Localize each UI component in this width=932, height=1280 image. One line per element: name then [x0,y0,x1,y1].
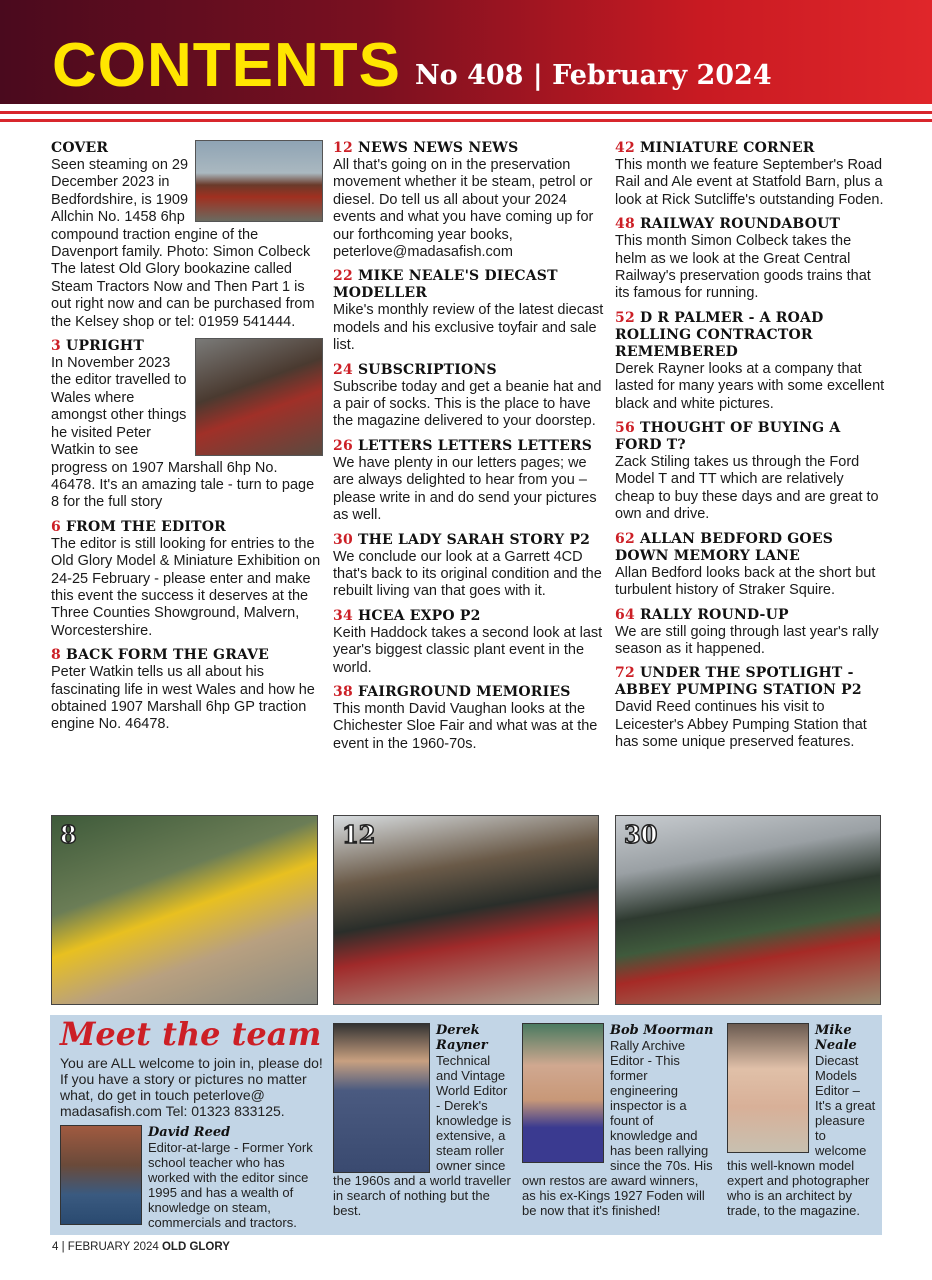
photo-traction-engine [615,815,881,1005]
photo-page-number: 12 [342,820,376,849]
item-description: This month we feature September's Road Rail and Ale event at Statfold Barn, plus a look at Rick Sutcliffe's outstanding Foden. [615,157,884,208]
item-title: HCEA EXPO P2 [357,607,481,624]
item-title: NEWS NEWS NEWS [357,140,519,156]
item-description: We conclude our look at a Garrett 4CD that's back to its original condition and the rebuilt living van that goes with it. [333,548,602,600]
item-heading [615,531,885,565]
contents-column-3 [615,140,885,759]
item-heading [615,216,885,233]
item-page-number: 34 [333,607,353,624]
item-heading [51,647,323,664]
contents-column-1 [51,140,323,741]
item-description: In November 2023 the editor travelled to Wales where amongst other things he visited Peter Watkin to see progress on 1907 Marshall 6hp No. 46478. It's an amazing tale - turn to page 8 for the full story [51,355,315,511]
contents-item [333,684,605,753]
contents-item [615,531,885,600]
item-description: This month Simon Colbeck takes the helm as we look at the Great Central Railway's preservation goods trains that its famous for running. [615,233,871,302]
item-heading [333,532,605,549]
divider [0,111,932,114]
item-page-number: 62 [615,530,635,547]
member-name: Derek Rayner [436,1023,488,1053]
item-title: D R PALMER - A ROAD ROLLING CONTRACTOR REMEMBERED [615,309,824,360]
avatar-bob-moorman [522,1023,604,1163]
member-bio: Editor-at-large - Former York school teacher who has worked with the editor since 1995 and has a wealth of knowledge on steam, commercials and tractors. [148,1140,313,1230]
item-description: We have plenty in our letters pages; we are always delighted to hear from you – please write in and do send your pictures as well. [333,454,597,524]
page-title: CONTENTS [52,31,401,100]
member-name: Mike Neale [815,1023,857,1053]
contents-item [615,216,885,303]
photo-page-number: 30 [624,820,658,849]
item-title: THOUGHT OF BUYING A FORD T? [615,420,841,454]
contents-item [615,310,885,413]
item-page-number: 22 [333,268,353,285]
item-page-number: 24 [333,361,353,378]
contents-item [51,519,323,640]
item-description: David Reed continues his visit to Leicester's Abbey Pumping Station that has some unique preserved features. [615,699,867,751]
item-title: ALLAN BEDFORD GOES DOWN MEMORY LANE [615,530,834,564]
footer-date: FEBRUARY 2024 [67,1241,159,1253]
item-page-number: 30 [333,531,353,548]
divider [0,119,932,122]
member-bio: Diecast Models Editor – It's a great pleasure to welcome this well-known model expert and photographer who is an architect by trade, to the magazine. [727,1053,876,1218]
item-title: MINIATURE CORNER [639,140,815,156]
item-heading [333,438,605,455]
item-description: Seen steaming on 29 December 2023 in Bedfordshire, is 1909 Allchin No. 1458 6hp compound traction engine of the Davenport family. Photo: Simon Colbeck The latest Old Glory bookazine called Steam Tractors Now and Then Part 1 is out right now and can be purchased from the Kelsey shop or tel: 01959 541444. [51,157,315,330]
photo-showmans-engine [333,815,599,1005]
meet-the-team-box [50,1015,882,1235]
item-heading [615,665,885,699]
team-title: Meet the team [60,1015,322,1053]
contents-item [51,140,323,331]
item-description: The editor is still looking for entries to the Old Glory Model & Miniature Exhibition on 24-25 February - please enter and make this event the success it deserves at the Three Counties Showground, Malvern, Worcestershire. [51,535,321,639]
team-member-bob-moorman [522,1023,714,1218]
page-footer: 4 | FEBRUARY 2024 OLD GLORY [52,1241,230,1253]
contents-item [51,647,323,734]
footer-magazine: OLD GLORY [161,1241,230,1253]
avatar-david-reed [60,1125,142,1225]
contents-column-2 [333,140,605,760]
contents-item [615,140,885,209]
contents-item [615,665,885,751]
item-page-number: 12 [333,140,353,156]
contents-item [333,268,605,354]
member-bio: Technical and Vintage World Editor - Derek's knowledge is extensive, a steam roller owner since the 1960s and a world traveller in search of nothing but the best. [333,1053,512,1218]
member-bio: Rally Archive Editor - This former engineering inspector is a fount of knowledge and has been rallying since the 70s. His own restos are award winners, as his ex-Kings 1927 Foden will be now that it's finished! [522,1038,713,1218]
member-name: David Reed [148,1125,231,1140]
team-intro: You are ALL welcome to join in, please do! If you have a story or pictures no matter what, do get in touch peterlove@ madasafish.com Tel: 01323 833125. [60,1055,323,1119]
item-title: MIKE NEALE'S DIECAST MODELLER [333,268,558,302]
avatar-derek-rayner [333,1023,430,1173]
issue-info: No 408 | February 2024 [415,60,772,91]
item-title: LETTERS LETTERS LETTERS [357,437,593,454]
photo-page-number: 8 [60,820,77,849]
item-title: FAIRGROUND MEMORIES [357,683,571,700]
item-heading [615,420,885,454]
item-heading [333,362,605,379]
contents-item [333,608,605,677]
contents-item [333,532,605,601]
item-title: SUBSCRIPTIONS [357,361,497,378]
header-banner [0,0,932,104]
item-title: RAILWAY ROUNDABOUT [639,216,841,233]
item-description: All that's going on in the preservation movement whether it be steam, petrol or diesel. Do tell us all about your 2024 events and what you have coming up for our forthcoming year books, peterlove@madasafish.com [333,157,594,261]
item-title: UPRIGHT [66,338,144,355]
contents-item [51,338,323,512]
item-description: Mike's monthly review of the latest diecast models and his exclusive toyfair and sale list. [333,302,604,354]
team-member-derek-rayner [333,1023,513,1218]
contents-item [333,438,605,525]
item-heading [615,310,885,361]
item-heading [615,140,885,157]
item-description: Derek Rayner looks at a company that lasted for many years with some excellent black and white pictures. [615,360,885,412]
item-heading [51,519,323,536]
item-page-number: 6 [51,518,61,535]
item-description: Peter Watkin tells us all about his fascinating life in west Wales and how he obtained 1907 Marshall 6hp GP traction engine No. 46478. [51,664,315,733]
item-title: UNDER THE SPOTLIGHT - ABBEY PUMPING STATION P2 [615,665,862,699]
team-member-david-reed [60,1125,325,1230]
item-heading [333,684,605,701]
photo-excavator [51,815,318,1005]
item-title: COVER [51,140,109,156]
item-page-number: 42 [615,140,635,156]
item-heading [333,140,605,157]
cover-photo [195,140,323,222]
page-number: 4 [52,1241,59,1253]
item-page-number: 56 [615,420,635,437]
item-page-number: 26 [333,437,353,454]
item-title: BACK FORM THE GRAVE [66,647,270,664]
item-description: Subscribe today and get a beanie hat and a pair of socks. This is the place to have the magazine delivered to your doorstep. [333,378,602,430]
item-page-number: 48 [615,216,635,233]
item-description: Zack Stiling takes us through the Ford Model T and TT which are relatively cheap to buy these days and are great to own and drive. [615,454,879,523]
team-member-mike-neale [727,1023,877,1218]
avatar-mike-neale [727,1023,809,1153]
item-page-number: 3 [51,338,61,355]
contents-item [615,420,885,524]
item-page-number: 64 [615,606,635,623]
item-heading [615,607,885,624]
item-heading [333,268,605,302]
item-heading [333,608,605,625]
contents-item [333,140,605,261]
item-description: Keith Haddock takes a second look at last year's biggest classic plant event in the world. [333,624,603,676]
item-page-number: 72 [615,665,635,682]
item-description: Allan Bedford looks back at the short but turbulent history of Straker Squire. [615,564,876,599]
item-page-number: 38 [333,683,353,700]
contents-item [615,607,885,659]
item-title: RALLY ROUND-UP [639,606,789,623]
contents-item [333,362,605,431]
item-title: FROM THE EDITOR [66,518,226,535]
item-description: This month David Vaughan looks at the Chichester Sloe Fair and what was at the event in the 1960-70s. [333,700,598,752]
item-title: THE LADY SARAH STORY P2 [357,531,591,548]
item-description: We are still going through last year's rally season as it happened. [615,623,879,657]
item-page-number: 52 [615,309,635,326]
upright-photo [195,338,323,456]
member-name: Bob Moorman [610,1023,714,1038]
item-page-number: 8 [51,647,61,664]
